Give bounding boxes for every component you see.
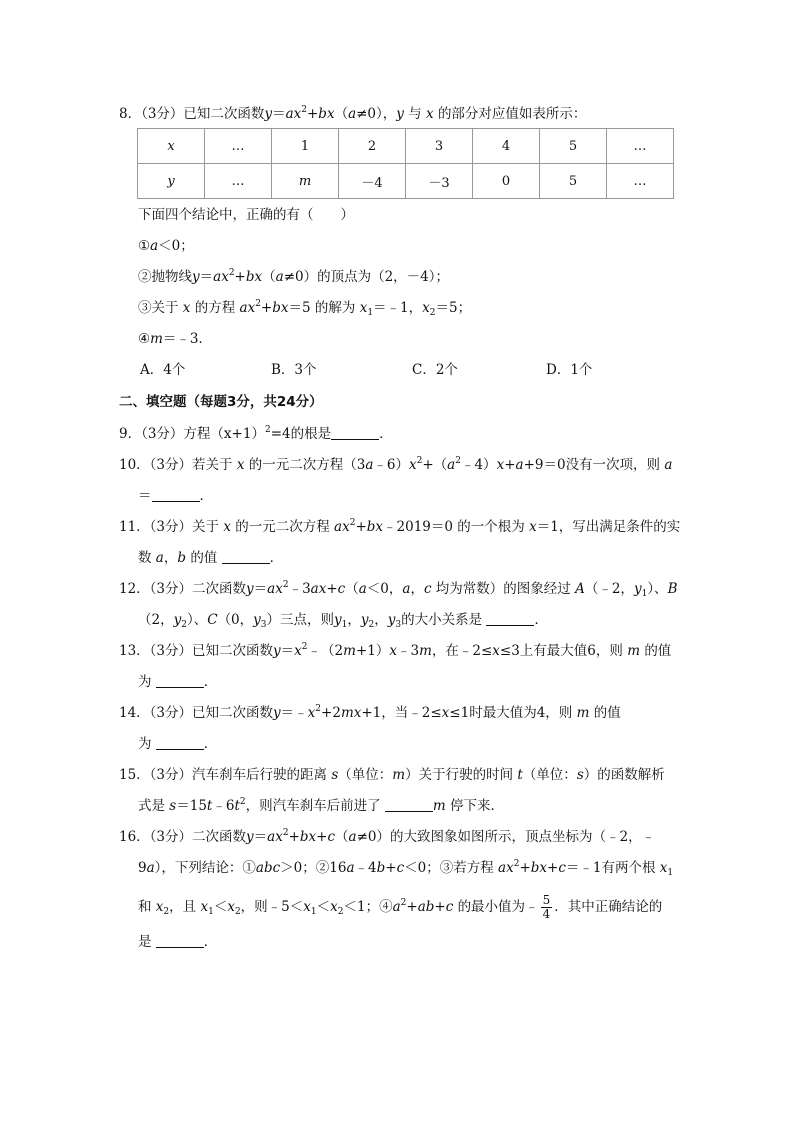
q16-line4: 是 ． <box>138 934 218 950</box>
q14: 14．（3分）已知二次函数$y=﹣x^2+2mx+1$，当﹣2≤x≤1时最大值为4，则 m 的值 <box>119 704 621 721</box>
q14-continued: 为 ． <box>138 736 218 752</box>
q16-line2: 9a），下列结论：①abc＞0；②16a﹣4b+c＜0；③若方程 $ax^2+bx+c=﹣1$有两个根 $x_1$ <box>138 859 674 878</box>
table-row-y <box>138 164 674 199</box>
q15-continued: 式是 $s=15t﹣6t^2$，则汽车刹车后前进了 m 停下来． <box>138 797 505 814</box>
q12-continued: （2，$y_2$）、C（0，$y_3$）三点，则$y_1$，$y_2$，$y_3$的大小关系是 ． <box>138 612 548 630</box>
q10: 10．（3分）若关于 x 的一元二次方程$(3a﹣6)x^2+(a^2﹣4)x+a+9=0$没有一次项，则 a <box>119 456 673 473</box>
option-d[interactable]: D．1个 <box>546 362 593 378</box>
answer-blank[interactable] <box>486 611 534 626</box>
answer-blank[interactable] <box>222 549 270 564</box>
answer-blank[interactable] <box>156 735 204 750</box>
table-cell: x <box>138 129 205 164</box>
value-table <box>137 128 674 199</box>
answer-blank[interactable] <box>156 673 204 688</box>
q8-stem: 8．（3分）已知二次函数$y=ax^2+bx(a\ne 0)$，y 与 x 的部分对应值如表所示： <box>119 105 587 122</box>
table-cell: 3 <box>406 129 473 164</box>
q12: 12．（3分）二次函数$y=ax^2﹣3ax+c(a<0$，a，c 均为常数）的图象经过 A（﹣2，$y_1$）、B <box>119 580 678 599</box>
option-a[interactable]: A．4个 <box>140 362 186 378</box>
q11-continued: 数 a，b 的值 ． <box>138 550 284 566</box>
table-cell: 1 <box>272 129 339 164</box>
q10-continued: ＝ ． <box>138 488 213 504</box>
table-cell: m <box>272 164 339 199</box>
option-b[interactable]: B．3个 <box>271 362 317 378</box>
table-cell: －3 <box>406 164 473 199</box>
table-cell: … <box>607 129 674 164</box>
q8-prompt: 下面四个结论中，正确的有（ ） <box>138 207 354 223</box>
table-row-x <box>138 129 674 164</box>
q8-statement-2: ②抛物线$y=ax^2+bx(a\ne 0)$的顶点为（2，－4）； <box>138 268 450 285</box>
fraction: $\frac{5}{4}$ <box>542 893 551 921</box>
table-cell: 2 <box>339 129 406 164</box>
q13-continued: 为 ． <box>138 674 218 690</box>
table-cell: 5 <box>540 129 607 164</box>
answer-blank[interactable] <box>152 487 200 502</box>
answer-blank[interactable] <box>331 425 379 440</box>
table-cell: －4 <box>339 164 406 199</box>
table-cell: 4 <box>473 129 540 164</box>
q9: 9．（3分）方程$(x+1)^2=4$的根是 ． <box>119 425 393 442</box>
q8-statement-4: ④m＝﹣3． <box>138 331 213 347</box>
q8-statement-3: ③关于 x 的方程 $ax^2+bx=5$ 的解为 $x_1=﹣1$，$x_2=5$； <box>138 299 472 318</box>
q13: 13．（3分）已知二次函数$y=x^2﹣(2m+1)x﹣3m$，在﹣2≤x≤3上有最大值6，则 m 的值 <box>119 642 672 659</box>
section-title: 二、填空题（每题3分，共24分） <box>119 394 323 410</box>
option-c[interactable]: C．2个 <box>412 362 458 378</box>
q15: 15．（3分）汽车刹车后行驶的距离 s（单位：m）关于行驶的时间 t（单位：s）的函数解析 <box>119 767 665 783</box>
table-cell: … <box>205 164 272 199</box>
table-cell: … <box>607 164 674 199</box>
q11: 11．（3分）关于 x 的一元二次方程 $ax^2+bx﹣2019=0$ 的一个根为 x＝1，写出满足条件的实 <box>119 518 681 535</box>
table-cell: y <box>138 164 205 199</box>
q16-line3: 和 $x_2$，且 $x_1<x_2$，则$﹣5<x_1<x_2<1$；$④a^2+ab+c$ 的最小值为﹣ $\frac{5}{4}$ ．其中正确结论的 <box>138 893 663 921</box>
answer-blank[interactable] <box>385 797 433 812</box>
q8-statement-1: ①a＜0； <box>138 238 194 254</box>
q16: 16．（3分）二次函数$y=ax^2+bx+c(a\ne 0)$的大致图象如图所示，顶点坐标为（﹣2，﹣ <box>119 828 656 845</box>
table-cell: … <box>205 129 272 164</box>
table-cell: 5 <box>540 164 607 199</box>
answer-blank[interactable] <box>156 933 204 948</box>
table-cell: 0 <box>473 164 540 199</box>
